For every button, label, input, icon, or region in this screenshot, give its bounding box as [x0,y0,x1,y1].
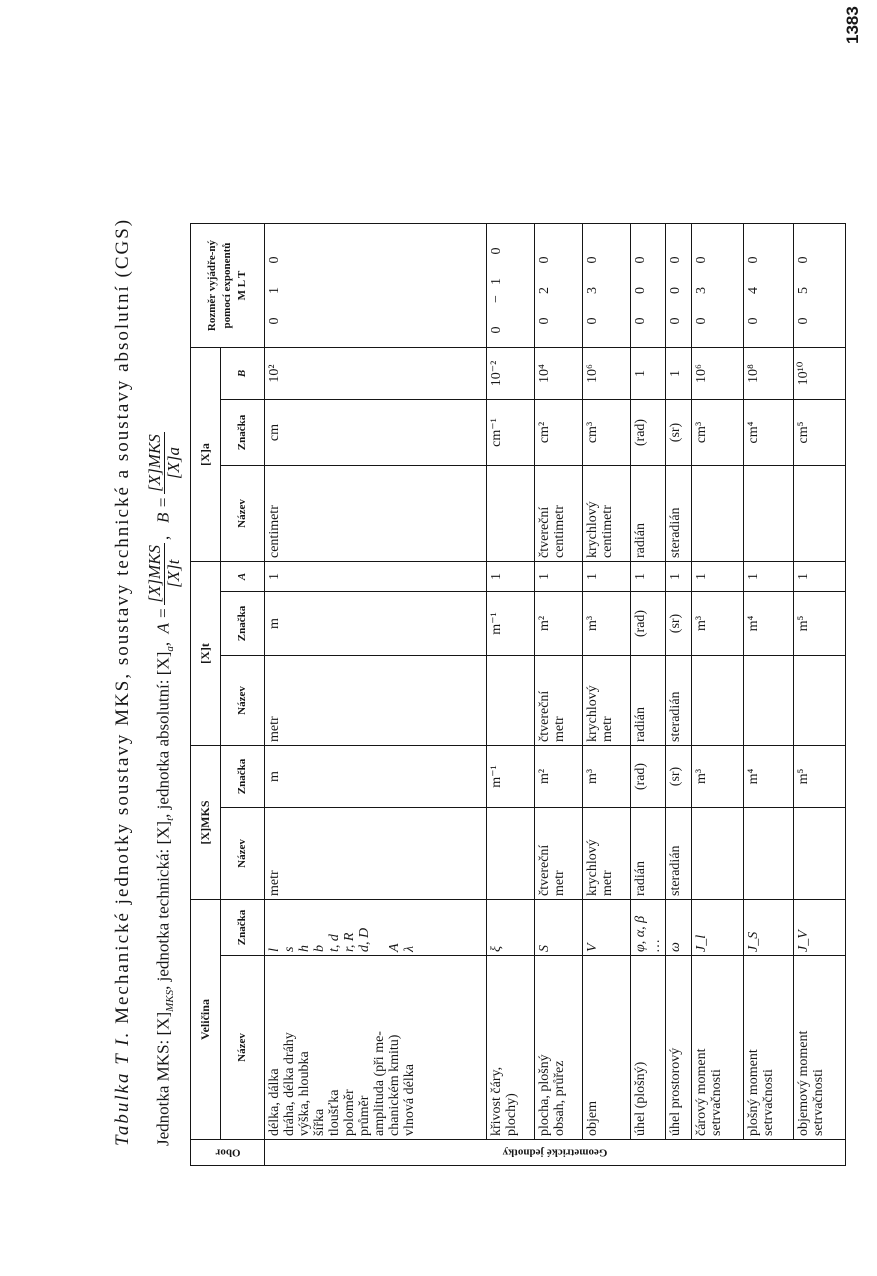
row-t-name [744,656,794,746]
formula-b-numerator: [X]MKS [145,434,164,492]
row-t-name: krychlový metr [583,656,631,746]
header-nazev-velicina: Název [221,956,265,1140]
row-a-factor: 1 [487,562,535,592]
row-mks-symbol: m³ [692,746,744,808]
row-b-factor: 10⁶ [583,348,631,400]
header-x-t: [X]t [191,562,221,746]
unit-definition-line: Jednotka MKS: $[X]_{MKS}$, jednotka technická: $[X]_t$, jednotka absolutní: $[X]_a$, A = [X]MKS [X]t , B = [X]MKS [X]a [145,434,183,1146]
row-a-factor: 1 [583,562,631,592]
header-nazev-a: Název [221,466,265,562]
header-znacka-mks: Značka [221,746,265,808]
formula-a-denominator: [X]t [164,559,183,588]
row-symbol: V [583,900,631,956]
row-symbol: J_V [794,900,846,956]
table-row [631,224,666,1166]
row-dimension: 0 2 0 [535,224,583,348]
row-symbol: J_S [744,900,794,956]
formula-b-denominator: [X]a [164,446,183,480]
row-t-name: čtvereční metr [535,656,583,746]
row-quantity-name: objem [583,956,631,1140]
units-table [190,223,846,1166]
table-row [583,224,631,1166]
row-mks-symbol: m [265,746,487,808]
unit-t-text: , jednotka technická: [X] [153,820,173,990]
row-a-name: čtvereční centimetr [535,466,583,562]
row-mks-name [794,808,846,900]
row-t-symbol: (sr) [666,592,692,656]
table-caption [112,218,134,1146]
row-mks-symbol: m⁵ [794,746,846,808]
row-t-symbol: m³ [583,592,631,656]
row-a-name [794,466,846,562]
header-x-a: [X]a [191,348,221,562]
row-t-symbol: m⁻¹ [487,592,535,656]
row-t-name [794,656,846,746]
row-quantity-name: úhel (plošný) [631,956,666,1140]
row-dimension: 0 1 0 [265,224,487,348]
header-znacka-a: Značka [221,400,265,466]
row-t-symbol: m² [535,592,583,656]
row-b-factor: 10¹⁰ [794,348,846,400]
table-row [666,224,692,1166]
row-quantity-name: úhel prostorový [666,956,692,1140]
row-b-factor: 10² [265,348,487,400]
row-symbol: S [535,900,583,956]
row-quantity-name: délka, dálka dráha, délka dráhy výška, hloubka šířka tloušťka poloměr průměr amplituda (při me- chanickém kmitu) vlnová délka [265,956,487,1140]
header-nazev-mks: Název [221,808,265,900]
row-mks-name: metr [265,808,487,900]
row-symbol: J_l [692,900,744,956]
header-znacka-velicina: Značka [221,900,265,956]
row-t-symbol: m⁵ [794,592,846,656]
obor-group-label: Geometrické jednotky [502,1147,608,1159]
row-mks-name: krychlový metr [583,808,631,900]
row-a-symbol: cm⁴ [744,400,794,466]
row-quantity-name: plocha, plošný obsah, průřez [535,956,583,1140]
header-obor-text: Obor [214,1147,241,1159]
row-mks-symbol: m³ [583,746,631,808]
row-mks-name [487,808,535,900]
row-a-factor: 1 [535,562,583,592]
row-a-symbol: cm³ [583,400,631,466]
row-mks-name [744,808,794,900]
row-dimension: 0 3 0 [583,224,631,348]
row-a-symbol: cm² [535,400,583,466]
row-a-name [744,466,794,562]
table-row [692,224,744,1166]
row-a-factor: 1 [744,562,794,592]
row-quantity-name: křivost čáry, plochy) [487,956,535,1140]
row-quantity-name: čárový moment setrvačnosti [692,956,744,1140]
table-row [265,224,487,1166]
row-mks-symbol: (sr) [666,746,692,808]
row-a-symbol: cm⁻¹ [487,400,535,466]
row-mks-symbol: (rad) [631,746,666,808]
row-a-symbol: cm³ [692,400,744,466]
header-velicina: Veličina [191,900,221,1140]
row-t-name: radián [631,656,666,746]
formula-b-label: B = [153,496,173,523]
row-symbol: ξ [487,900,535,956]
row-b-factor: 10⁸ [744,348,794,400]
row-a-factor: 1 [794,562,846,592]
unit-t-sub: t [163,817,176,821]
row-dimension: 0 −1 0 [487,224,535,348]
table-row [794,224,846,1166]
header-x-mks: [X]MKS [191,746,221,900]
header-b-col: B [221,348,265,400]
header-a-col: A [221,562,265,592]
header-znacka-t: Značka [221,592,265,656]
table-row [535,224,583,1166]
unit-mks-text: Jednotka MKS: [X] [153,1011,173,1146]
row-t-name: steradián [666,656,692,746]
row-b-factor: 1 [631,348,666,400]
row-mks-name: radián [631,808,666,900]
row-a-name: radián [631,466,666,562]
table-row [744,224,794,1166]
row-dimension: 0 4 0 [744,224,794,348]
table-title: Mechanické jednotky soustavy MKS, soustavy technické a soustavy absolutní (CGS) [112,217,133,1024]
header-rozmer-mlt: M L T [236,270,248,301]
header-rozmer-text: Rozměr vyjádře-ný pomocí exponentů [206,239,233,332]
formula-a-label: A = [153,607,173,634]
row-a-symbol: cm⁵ [794,400,846,466]
row-t-symbol: m⁴ [744,592,794,656]
row-t-symbol: m³ [692,592,744,656]
row-mks-symbol: m⁴ [744,746,794,808]
row-mks-symbol: m² [535,746,583,808]
formula-a-fraction [146,543,183,605]
row-mks-name: steradián [666,808,692,900]
row-quantity-name: plošný moment setrvačnosti [744,956,794,1140]
row-b-factor: 10⁻² [487,348,535,400]
row-a-name: krychlový centimetr [583,466,631,562]
header-nazev-t: Název [221,656,265,746]
row-t-name: metr [265,656,487,746]
row-b-factor: 10⁴ [535,348,583,400]
unit-mks-sub: MKS [163,989,176,1012]
header-obor [191,1140,265,1166]
row-a-factor: 1 [265,562,487,592]
row-t-name [487,656,535,746]
row-dimension: 0 5 0 [794,224,846,348]
header-rozmer [191,224,265,348]
unit-a-sub: a [163,646,176,652]
formula-a-numerator: [X]MKS [145,544,164,603]
row-quantity-name: objemový moment setrvačnosti [794,956,846,1140]
row-b-factor: 10⁶ [692,348,744,400]
formula-b-fraction [146,432,183,494]
row-symbol: φ, α, β … [631,900,666,956]
row-symbol: l s h b t, d r, R d, D A λ [265,900,487,956]
row-t-name [692,656,744,746]
row-a-symbol: cm [265,400,487,466]
row-dimension: 0 3 0 [692,224,744,348]
row-dimension: 0 0 0 [666,224,692,348]
row-a-name [487,466,535,562]
table-label: Tabulka T I. [112,1030,133,1146]
obor-group-cell [265,1140,846,1166]
row-a-symbol: (sr) [666,400,692,466]
row-mks-name: čtvereční metr [535,808,583,900]
row-a-name: centimetr [265,466,487,562]
row-b-factor: 1 [666,348,692,400]
row-dimension: 0 0 0 [631,224,666,348]
page-number: 1383 [843,6,862,44]
table-row [487,224,535,1166]
row-a-name: steradián [666,466,692,562]
row-t-symbol: m [265,592,487,656]
row-a-factor: 1 [631,562,666,592]
row-mks-name [692,808,744,900]
row-a-name [692,466,744,562]
row-symbol: ω [666,900,692,956]
row-a-symbol: (rad) [631,400,666,466]
row-t-symbol: (rad) [631,592,666,656]
row-a-factor: 1 [692,562,744,592]
row-mks-symbol: m⁻¹ [487,746,535,808]
unit-a-text: , jednotka absolutní: [X] [153,651,173,818]
row-a-factor: 1 [666,562,692,592]
table-body [265,224,846,1166]
